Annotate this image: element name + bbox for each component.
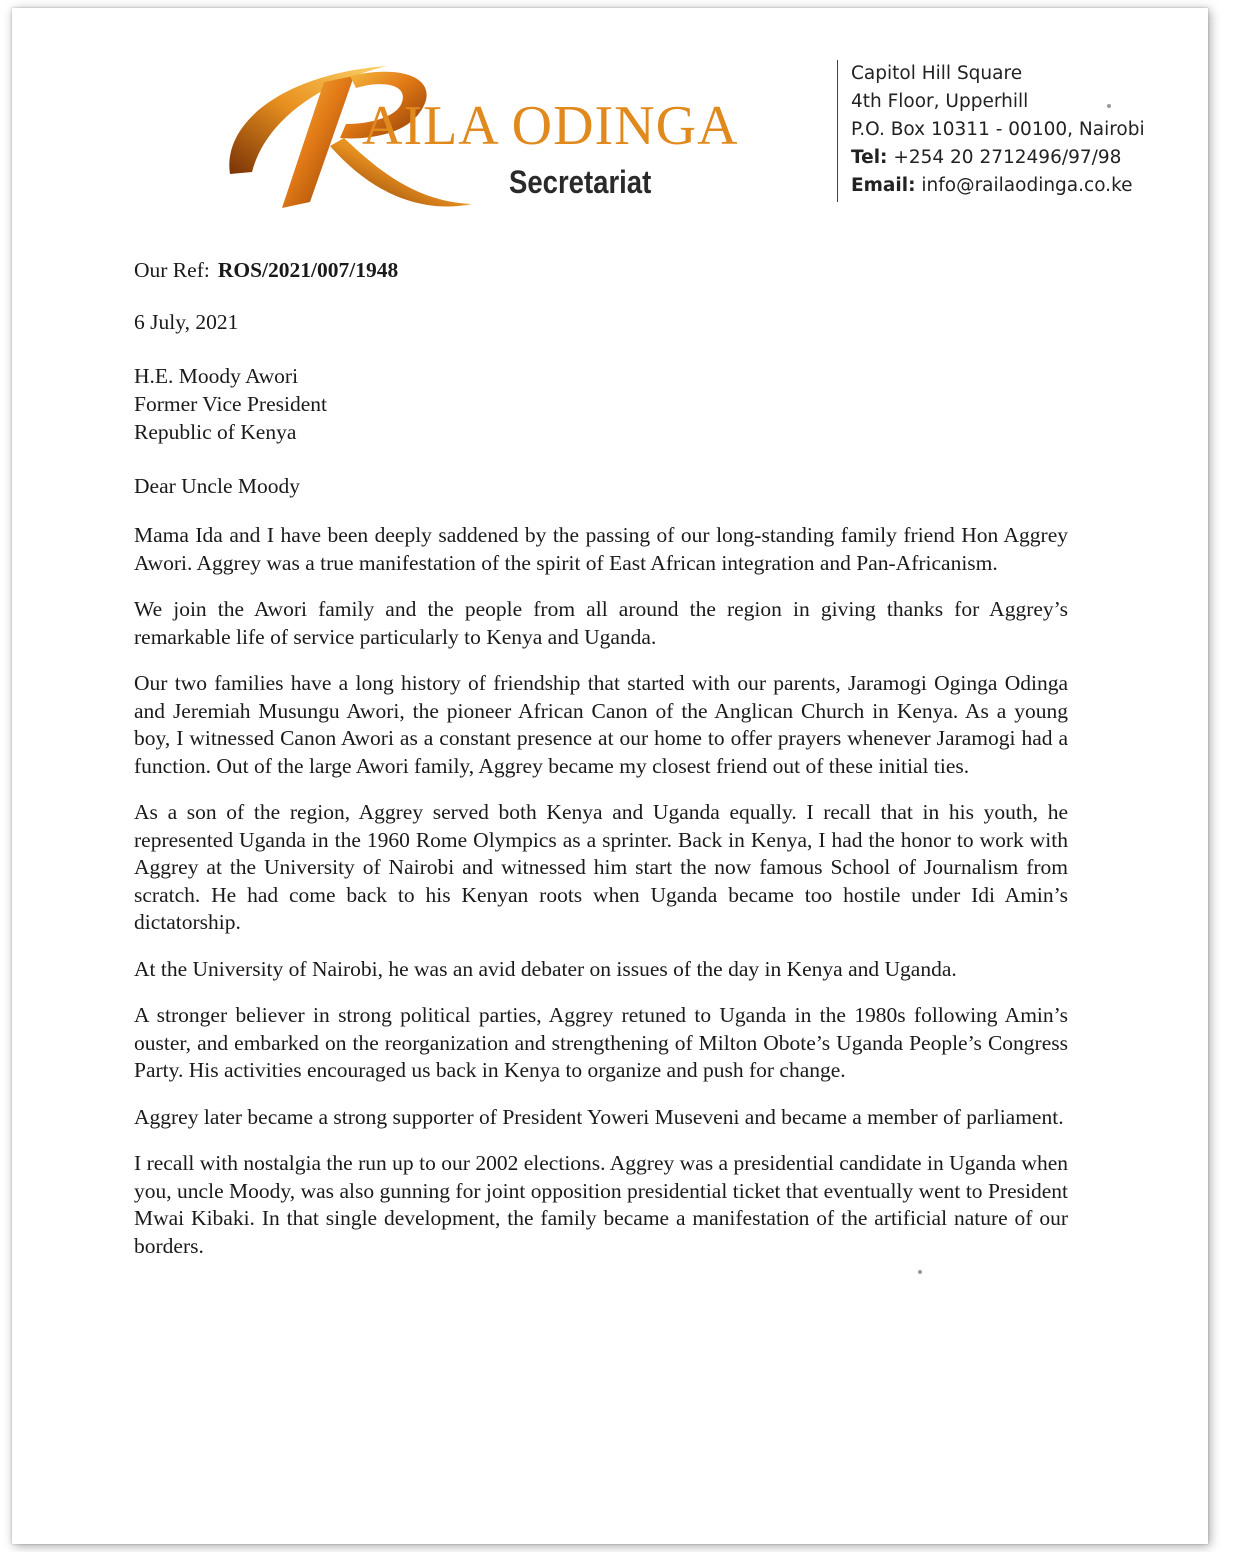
telephone-line [851, 144, 1145, 172]
paragraph: Our two families have a long history of friendship that started with our parents, Jaramogi Oginga Odinga and Jeremiah Musungu Awori, the pioneer African Canon of the Anglican Church in Kenya. As a young boy, I witnessed Canon Awori as a constant presence at our home to offer prayers whenever Jaramogi had a function. Out of the large Awori family, Aggrey became my closest friend out of these initial ties. [134, 671, 1068, 778]
paragraph: Aggrey later became a strong supporter of President Yoweri Museveni and became a member of parliament. [134, 1104, 1064, 1129]
email-label: Email: [851, 175, 916, 196]
ref-value: ROS/2021/007/1948 [217, 258, 399, 282]
email-value: info@railaodinga.co.ke [921, 175, 1133, 196]
email-line [851, 172, 1145, 200]
tel-label: Tel: [851, 147, 888, 168]
paper-speck [918, 1270, 922, 1274]
paragraph: I recall with nostalgia the run up to our 2002 elections. Aggrey was a presidential candidate in Uganda when you, uncle Moody, was also gunning for joint opposition presidential ticket that eventually went to President Mwai Kibaki. In that single development, the family became a manifestation of the artificial nature of our borders. [134, 1151, 1068, 1258]
recipient-line: Republic of Kenya [134, 420, 297, 444]
address-line: P.O. Box 10311 - 00100, Nairobi [851, 119, 1145, 140]
tel-value: +254 20 2712496/97/98 [893, 147, 1122, 168]
ref-label: Our Ref: [134, 258, 210, 282]
logo-name: AILA ODINGA [362, 95, 739, 157]
paragraph: At the University of Nairobi, he was an avid debater on issues of the day in Kenya and Uganda. [134, 956, 957, 981]
recipient-block [134, 362, 1068, 446]
letterhead-address [851, 60, 1145, 200]
paragraph: We join the Awori family and the people from all around the region in giving thanks for Aggrey’s remarkable life of service particularly to Kenya and Uganda. [134, 597, 1068, 649]
letter-page [12, 8, 1208, 1544]
address-line: 4th Floor, Upperhill [851, 91, 1029, 112]
letterhead-logo [212, 54, 842, 224]
letter-body [134, 256, 1068, 1279]
paragraph: Mama Ida and I have been deeply saddened by the passing of our long-standing family friend Hon Aggrey Awori. Aggrey was a true manifestation of the spirit of East African integration and Pan-Africanism. [134, 523, 1068, 575]
paragraph: As a son of the region, Aggrey served both Kenya and Uganda equally. I recall that in his youth, he represented Uganda in the 1960 Rome Olympics as a sprinter. Back in Kenya, I had the honor to work with Aggrey at the University of Nairobi and witnessed him start the now famous School of Journalism from scratch. He had come back to his Kenyan roots when Uganda became too hostile under Idi Amin’s dictatorship. [134, 800, 1068, 934]
reference-line [134, 256, 1068, 284]
header-divider [837, 60, 838, 202]
logo-subtitle: Secretariat [509, 164, 652, 200]
paragraph: A stronger believer in strong political parties, Aggrey retuned to Uganda in the 1980s following Amin’s ouster, and embarked on the reorganization and strengthening of Milton Obote’s Uganda People’s Congress Party. His activities encouraged us back in Kenya to organize and push for change. [134, 1003, 1068, 1082]
salutation: Dear Uncle Moody [134, 474, 300, 498]
recipient-line: H.E. Moody Awori [134, 364, 299, 388]
paper-speck [1107, 104, 1111, 108]
address-line: Capitol Hill Square [851, 63, 1023, 84]
recipient-line: Former Vice President [134, 392, 327, 416]
letter-date: 6 July, 2021 [134, 310, 239, 334]
